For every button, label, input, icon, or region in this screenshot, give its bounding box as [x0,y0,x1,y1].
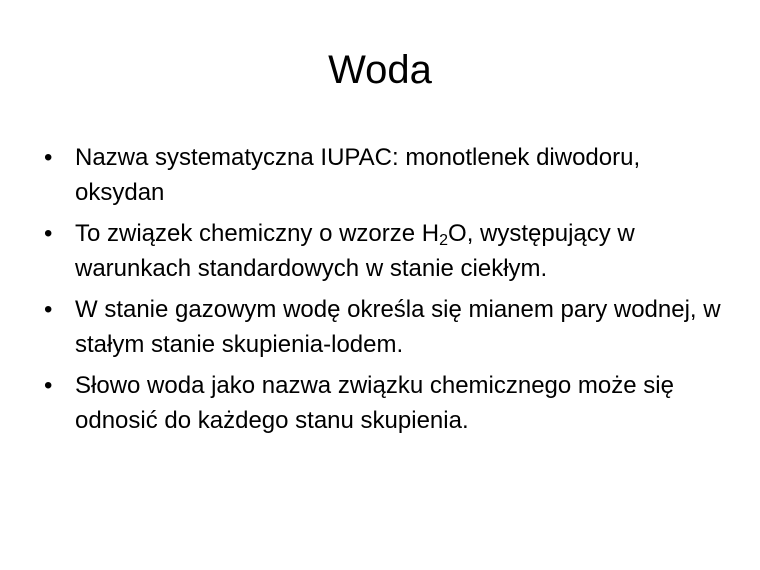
bullet-text: Nazwa systematyczna IUPAC: monotlenek diwodoru, oksydan [75,144,641,206]
bullet-text-after-subscript: O, występujący w warunkach standardowych w stanie ciekłym. [75,220,635,282]
bullet-item-word-usage [38,368,728,438]
bullet-item-iupac-name [38,140,728,210]
bullet-text-before-subscript: To związek chemiczny o wzorze H [75,220,440,247]
bullet-list [38,140,728,444]
bullet-dot-icon: • [44,144,53,171]
bullet-dot-icon: • [44,296,53,323]
bullet-text: W stanie gazowym wodę określa się mianem pary wodnej, w stałym stanie skupienia-lodem. [75,296,721,358]
bullet-dot-icon: • [44,372,53,399]
bullet-text: Słowo woda jako nazwa związku chemicznego może się odnosić do każdego stanu skupienia. [75,372,674,434]
formula-subscript: 2 [439,232,449,249]
bullet-item-formula [38,216,728,286]
bullet-dot-icon: • [44,220,53,247]
bullet-item-states [38,292,728,362]
slide-title: Woda [328,48,432,92]
